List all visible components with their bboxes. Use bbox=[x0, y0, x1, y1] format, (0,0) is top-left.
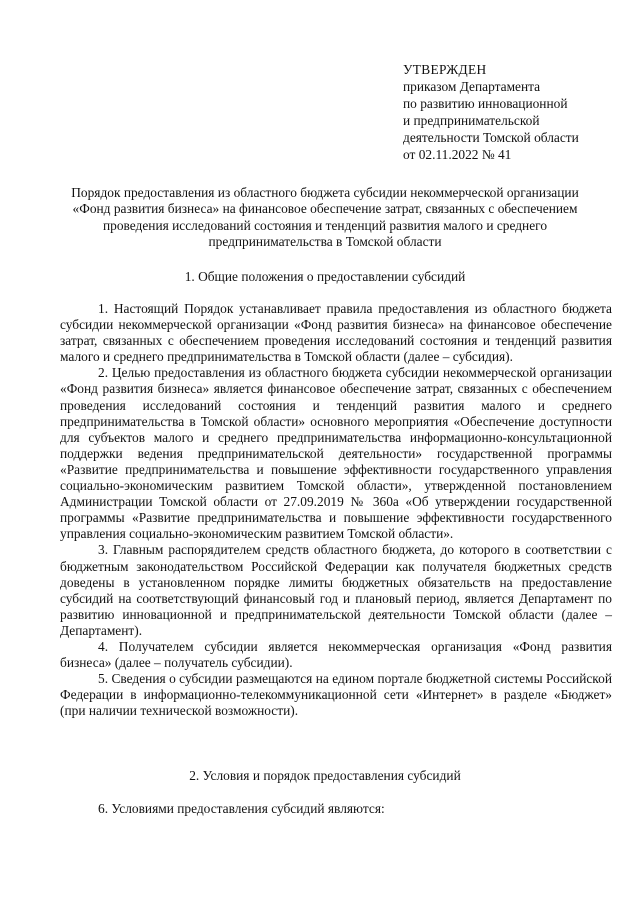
document-title: Порядок предоставления из областного бюджета субсидии некоммерческой организации «Фонд развития бизнеса» на финансовое обеспечение затрат, связанных с обеспечением проведения исследований состояния и тенденций развития малого и среднего предпринимательства в Томской области bbox=[71, 185, 579, 250]
approval-line: от 02.11.2022 № 41 bbox=[403, 146, 512, 162]
section-1-heading: 1. Общие положения о предоставлении субсидий bbox=[184, 269, 466, 284]
approval-line: приказом Департамента bbox=[403, 78, 541, 94]
paragraph-4: 4. Получателем субсидии является некоммерческая организация «Фонд развития бизнеса» (далее – получатель субсидии). bbox=[60, 638, 612, 671]
approval-line: и предпринимательской bbox=[403, 112, 540, 128]
section-1-body bbox=[60, 301, 612, 719]
section-2-heading: 2. Условия и порядок предоставления субсидий bbox=[189, 768, 461, 783]
section-2-body bbox=[60, 801, 612, 817]
paragraph-6: 6. Условиями предоставления субсидий являются: bbox=[98, 801, 385, 816]
paragraph-2: 2. Целью предоставления из областного бюджета субсидии некоммерческой организации «Фонд развития бизнеса» является финансовое обеспечение затрат, связанных с обеспечением проведения исследований состояния и тенденций развития малого и среднего предпринимательства в Томской области» основного мероприятия «Обеспечение доступности для субъектов малого и среднего предпринимательства информационно-консультационной поддержки ведения предпринимательской деятельности» государственной программы «Развитие предпринимательства и повышение эффективности государственного управления социально-экономическим развитием Томской области», утвержденной постановлением Администрации Томской области от 27.09.2019 № 360а «Об утверждении государственной программы «Развитие предпринимательства и повышение эффективности государственного управления социально-экономическим развитием Томской области». bbox=[60, 365, 612, 542]
approval-heading: УТВЕРЖДЕН bbox=[403, 62, 487, 77]
approval-line: деятельности Томской области bbox=[403, 129, 579, 145]
approval-stamp bbox=[403, 62, 603, 163]
approval-line: по развитию инновационной bbox=[403, 95, 568, 111]
paragraph-3: 3. Главным распорядителем средств областного бюджета, до которого в соответствии с бюджетным законодательством Российской Федерации как получателя бюджетных средств доведены в установленном порядке лимиты бюджетных обязательств на предоставление субсидий на соответствующий финансовый год и плановый период, является Департамент по развитию инновационной и предпринимательской деятельности Томской области (далее – Департамент). bbox=[60, 542, 612, 638]
paragraph-5: 5. Сведения о субсидии размещаются на едином портале бюджетной системы Российской Федерации в информационно-телекоммуникационной сети «Интернет» в разделе «Бюджет» (при наличии технической возможности). bbox=[60, 671, 612, 719]
paragraph-1: 1. Настоящий Порядок устанавливает правила предоставления из областного бюджета субсидии некоммерческой организации «Фонд развития бизнеса» на финансовое обеспечение затрат, связанных с обеспечением проведения исследований состояния и тенденций развития малого и среднего предпринимательства в Томской области (далее – субсидия). bbox=[60, 301, 612, 365]
